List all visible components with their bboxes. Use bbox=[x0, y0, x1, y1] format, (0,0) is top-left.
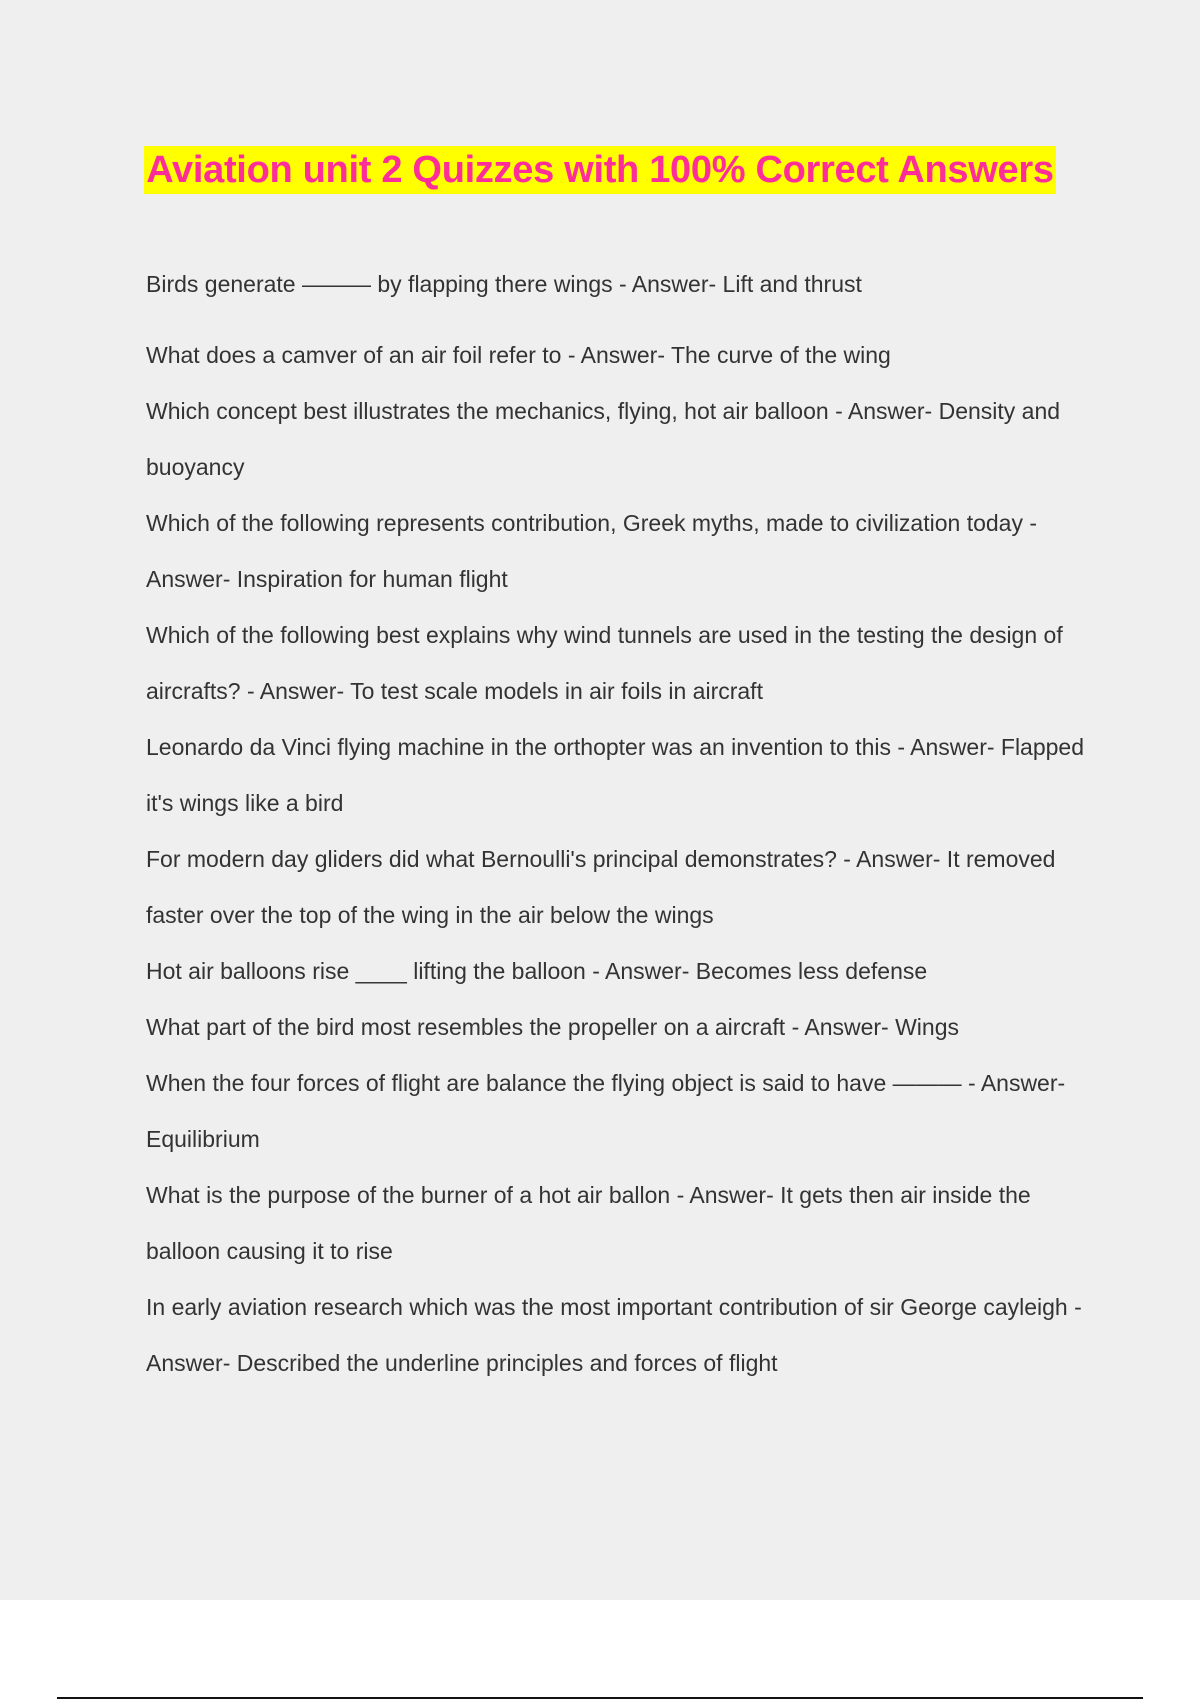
qa-item: For modern day gliders did what Bernoulli's principal demonstrates? - Answer- It removed faster over the top of the wing in the air below the wings bbox=[146, 846, 1056, 928]
qa-item: Which of the following best explains why wind tunnels are used in the testing the design of aircrafts? - Answer- To test scale models in air foils in aircraft bbox=[146, 622, 1063, 704]
qa-item: When the four forces of flight are balance the flying object is said to have ——— - Answer- Equilibrium bbox=[146, 1070, 1066, 1152]
title-area bbox=[0, 146, 1200, 194]
qa-item: Which concept best illustrates the mechanics, flying, hot air balloon - Answer- Density and buoyancy bbox=[146, 398, 1061, 480]
qa-list bbox=[146, 256, 1086, 1391]
qa-item: Birds generate ——— by flapping there wings - Answer- Lift and thrust bbox=[146, 271, 862, 297]
qa-item: Hot air balloons rise ____ lifting the balloon - Answer- Becomes less defense bbox=[146, 958, 928, 984]
qa-item: What does a camver of an air foil refer to - Answer- The curve of the wing bbox=[146, 342, 891, 368]
document-title: Aviation unit 2 Quizzes with 100% Correct Answers bbox=[144, 146, 1055, 194]
qa-item: Leonardo da Vinci flying machine in the orthopter was an invention to this - Answer- Flapped it's wings like a bird bbox=[146, 734, 1085, 816]
qa-item: What is the purpose of the burner of a hot air ballon - Answer- It gets then air inside the balloon causing it to rise bbox=[146, 1182, 1031, 1264]
bottom-rule bbox=[57, 1697, 1143, 1699]
qa-item: In early aviation research which was the most important contribution of sir George cayleigh - Answer- Described the underline principles and forces of flight bbox=[146, 1294, 1082, 1376]
qa-item: Which of the following represents contribution, Greek myths, made to civilization today - Answer- Inspiration for human flight bbox=[146, 510, 1038, 592]
qa-item: What part of the bird most resembles the propeller on a aircraft - Answer- Wings bbox=[146, 1014, 959, 1040]
